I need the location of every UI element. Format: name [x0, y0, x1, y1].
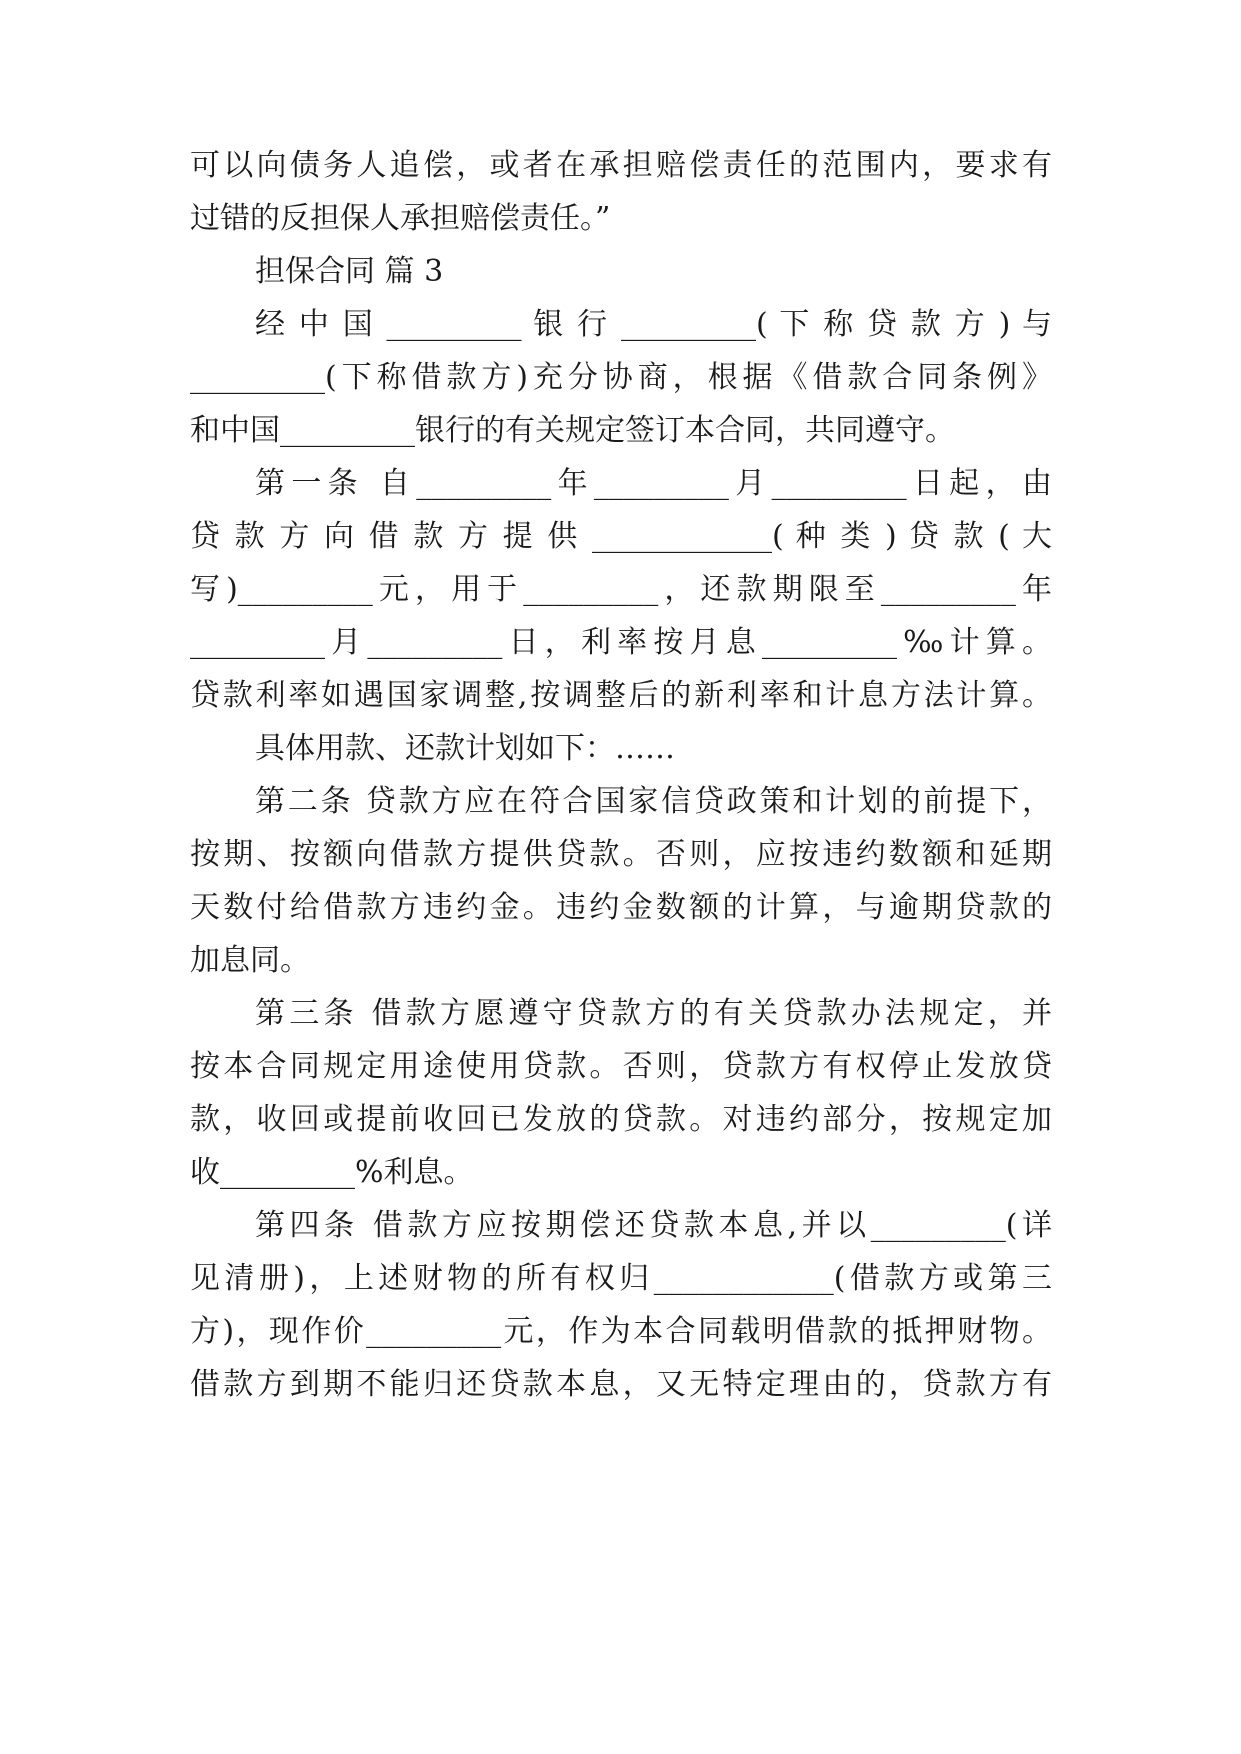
text-line: 见清册)，上述财物的所有权归____________(借款方或第三 — [190, 1261, 1052, 1296]
section-heading: 担保合同 篇 3 — [255, 254, 444, 289]
text-line: 方)，现作价_________元，作为本合同载明借款的抵押财物。 — [190, 1314, 1052, 1349]
text-line: 具体用款、还款计划如下：…… — [255, 731, 675, 766]
text-line: _________月_________日，利率按月息_________‰计算。 — [190, 625, 1052, 660]
text-line: 天数付给借款方违约金。违约金数额的计算，与逾期贷款的 — [190, 890, 1052, 925]
text-line: 收_________%利息。 — [190, 1155, 474, 1190]
text-line: 按期、按额向借款方提供贷款。否则，应按违约数额和延期 — [190, 837, 1052, 872]
text-line: 借款方到期不能归还贷款本息，又无特定理由的，贷款方有 — [190, 1367, 1052, 1402]
text-line: 贷款利率如遇国家调整,按调整后的新利率和计息方法计算。 — [190, 678, 1052, 713]
text-line: _________(下称借款方)充分协商，根据《借款合同条例》 — [190, 360, 1052, 395]
text-line: 可以向债务人追偿，或者在承担赔偿责任的范围内，要求有 — [190, 148, 1052, 183]
text-line: 按本合同规定用途使用贷款。否则，贷款方有权停止发放贷 — [190, 1049, 1052, 1084]
text-line: 第三条 借款方愿遵守贷款方的有关贷款办法规定，并 — [255, 996, 1052, 1031]
text-line: 和中国_________银行的有关规定签订本合同，共同遵守。 — [190, 413, 955, 448]
text-line: 第一条 自_________年_________月_________日起，由 — [255, 466, 1052, 501]
text-line: 第四条 借款方应按期偿还贷款本息,并以_________(详 — [255, 1208, 1052, 1243]
text-line: 贷 款 方 向 借 款 方 提 供 ____________( 种 类 ) 贷 款 ( 大 — [190, 519, 1052, 554]
text-line: 第二条 贷款方应在符合国家信贷政策和计划的前提下， — [255, 784, 1052, 819]
text-line: 过错的反担保人承担赔偿责任。” — [190, 201, 611, 236]
text-line: 款，收回或提前收回已发放的贷款。对违约部分，按规定加 — [190, 1102, 1052, 1137]
text-line: 经 中 国 _________ 银 行 _________( 下 称 贷 款 方 ) 与 — [255, 307, 1052, 342]
text-line: 写)_________元，用于_________，还款期限至_________年 — [190, 572, 1052, 607]
text-line: 加息同。 — [190, 943, 310, 978]
